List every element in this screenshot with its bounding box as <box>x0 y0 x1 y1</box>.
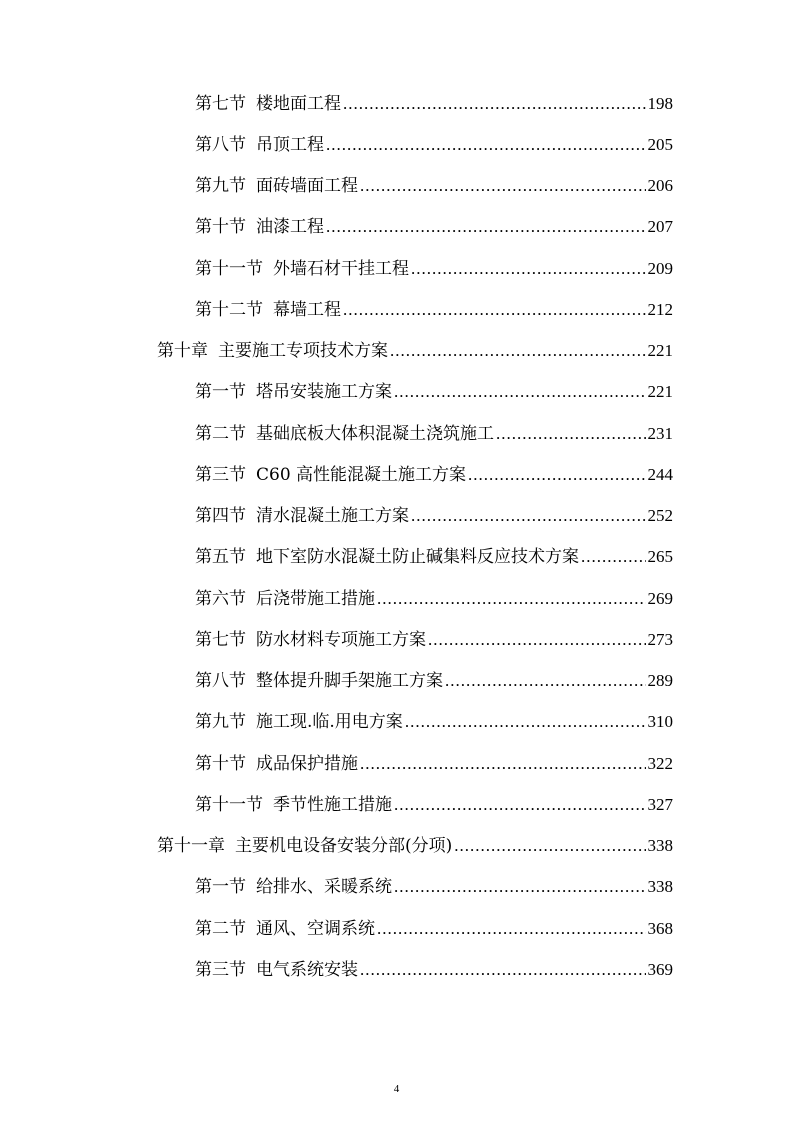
toc-entry[interactable] <box>195 542 673 572</box>
toc-entry[interactable] <box>195 295 673 325</box>
toc-entry-number: 第三节 <box>195 465 246 485</box>
toc-entry-page: 289 <box>647 671 673 690</box>
dot-leader <box>326 212 646 242</box>
dot-leader <box>411 254 646 284</box>
toc-entry-page: 207 <box>647 217 673 236</box>
toc-entry[interactable] <box>195 790 673 820</box>
toc-entry[interactable] <box>195 501 673 531</box>
toc-entry-title: 成品保护措施 <box>256 754 358 774</box>
toc-entry-title: 地下室防水混凝土防止碱集料反应技术方案 <box>256 547 579 567</box>
dot-leader <box>343 295 646 325</box>
dot-leader <box>326 130 646 160</box>
toc-entry-page: 198 <box>647 94 673 113</box>
dot-leader <box>405 707 646 737</box>
toc-chapter-entry[interactable] <box>157 831 673 861</box>
toc-entry[interactable] <box>195 872 673 902</box>
toc-entry-number: 第十节 <box>195 754 246 774</box>
toc-entry-title: 塔吊安装施工方案 <box>256 382 392 402</box>
toc-entry-title: 后浇带施工措施 <box>256 589 375 609</box>
toc-entry-number: 第七节 <box>195 630 246 650</box>
toc-entry-page: 209 <box>647 259 673 278</box>
dot-leader <box>343 89 646 119</box>
toc-entry-title: 幕墙工程 <box>273 300 341 320</box>
toc-entry[interactable] <box>195 707 673 737</box>
page-number: 4 <box>393 1083 400 1095</box>
toc-entry[interactable] <box>195 254 673 284</box>
toc-entry-title: 施工现.临.用电方案 <box>256 712 403 732</box>
toc-entry-page: 212 <box>647 300 673 319</box>
dot-leader <box>377 584 646 614</box>
toc-entry-page: 265 <box>647 547 673 566</box>
toc-entry-number: 第七节 <box>195 94 246 114</box>
toc-entry-title: 防水材料专项施工方案 <box>256 630 426 650</box>
toc-chapter-entry[interactable] <box>157 336 673 366</box>
toc-entry-page: 206 <box>647 176 673 195</box>
toc-entry-page: 327 <box>647 795 673 814</box>
toc-entry-page: 369 <box>647 960 673 979</box>
dot-leader <box>360 171 646 201</box>
dot-leader <box>581 542 646 572</box>
toc-entry[interactable] <box>195 625 673 655</box>
toc-entry-number: 第一节 <box>195 382 246 402</box>
toc-entry[interactable] <box>195 749 673 779</box>
toc-entry-title: 楼地面工程 <box>256 94 341 114</box>
toc-entry[interactable] <box>195 377 673 407</box>
toc-entry-title: 吊顶工程 <box>256 135 324 155</box>
dot-leader <box>394 790 646 820</box>
toc-entry-page: 231 <box>647 424 673 443</box>
toc-entry-page: 322 <box>647 754 673 773</box>
toc-entry-title: 给排水、采暖系统 <box>256 877 392 897</box>
toc-entry-number: 第十节 <box>195 217 246 237</box>
toc-entry-number: 第九节 <box>195 176 246 196</box>
dot-leader <box>390 336 646 366</box>
toc-entry[interactable] <box>195 955 673 985</box>
toc-entry[interactable] <box>195 460 673 490</box>
toc-entry-title: 主要施工专项技术方案 <box>218 341 388 361</box>
toc-entry-number: 第三节 <box>195 960 246 980</box>
toc-entry-title: 外墙石材干挂工程 <box>273 259 409 279</box>
dot-leader <box>377 914 646 944</box>
toc-entry-number: 第五节 <box>195 547 246 567</box>
toc-entry[interactable] <box>195 584 673 614</box>
toc-entry-number: 第十章 <box>157 341 208 361</box>
toc-entry-page: 205 <box>647 135 673 154</box>
toc-entry-title: 面砖墙面工程 <box>256 176 358 196</box>
dot-leader <box>454 831 645 861</box>
toc-entry-number: 第二节 <box>195 919 246 939</box>
toc-entry-page: 273 <box>647 630 673 649</box>
dot-leader <box>360 955 646 985</box>
dot-leader <box>445 666 646 696</box>
toc-entry-title: 基础底板大体积混凝土浇筑施工 <box>256 424 494 444</box>
toc-entry-page: 244 <box>647 465 673 484</box>
toc-entry-number: 第十一节 <box>195 795 263 815</box>
toc-entry-title: 主要机电设备安装分部(分项) <box>235 836 453 856</box>
toc-entry-number: 第八节 <box>195 135 246 155</box>
toc-entry-number: 第十二节 <box>195 300 263 320</box>
toc-entry[interactable] <box>195 171 673 201</box>
dot-leader <box>468 460 645 490</box>
toc-entry-number: 第六节 <box>195 589 246 609</box>
toc-entry-title: 通风、空调系统 <box>256 919 375 939</box>
toc-entry[interactable] <box>195 89 673 119</box>
toc-entry-page: 368 <box>647 919 673 938</box>
toc-entry-page: 338 <box>647 836 673 855</box>
toc-entry-page: 269 <box>647 589 673 608</box>
dot-leader <box>394 377 646 407</box>
toc-entry-title: 油漆工程 <box>256 217 324 237</box>
toc-entry-title: 清水混凝土施工方案 <box>256 506 409 526</box>
toc-entry-title: 电气系统安装 <box>256 960 358 980</box>
dot-leader <box>428 625 646 655</box>
toc-entry[interactable] <box>195 130 673 160</box>
toc-entry[interactable] <box>195 914 673 944</box>
toc-entry-page: 221 <box>647 382 673 401</box>
dot-leader <box>360 749 646 779</box>
toc-entry[interactable] <box>195 212 673 242</box>
toc-entry-title: 整体提升脚手架施工方案 <box>256 671 443 691</box>
toc-entry-number: 第四节 <box>195 506 246 526</box>
toc-entry[interactable] <box>195 419 673 449</box>
toc-entry-page: 221 <box>647 341 673 360</box>
toc-entry-title: 季节性施工措施 <box>273 795 392 815</box>
dot-leader <box>394 872 646 902</box>
toc-entry-number: 第十一节 <box>195 259 263 279</box>
toc-entry[interactable] <box>195 666 673 696</box>
toc-entry-number: 第八节 <box>195 671 246 691</box>
toc-entry-number: 第二节 <box>195 424 246 444</box>
dot-leader <box>411 501 646 531</box>
toc-entry-page: 310 <box>647 712 673 731</box>
toc-entry-page: 252 <box>647 506 673 525</box>
dot-leader <box>496 419 646 449</box>
toc-entry-number: 第十一章 <box>157 836 225 856</box>
toc-entry-page: 338 <box>647 877 673 896</box>
toc-entry-title: C60 高性能混凝土施工方案 <box>256 465 467 485</box>
toc-entry-number: 第一节 <box>195 877 246 897</box>
toc-entry-number: 第九节 <box>195 712 246 732</box>
